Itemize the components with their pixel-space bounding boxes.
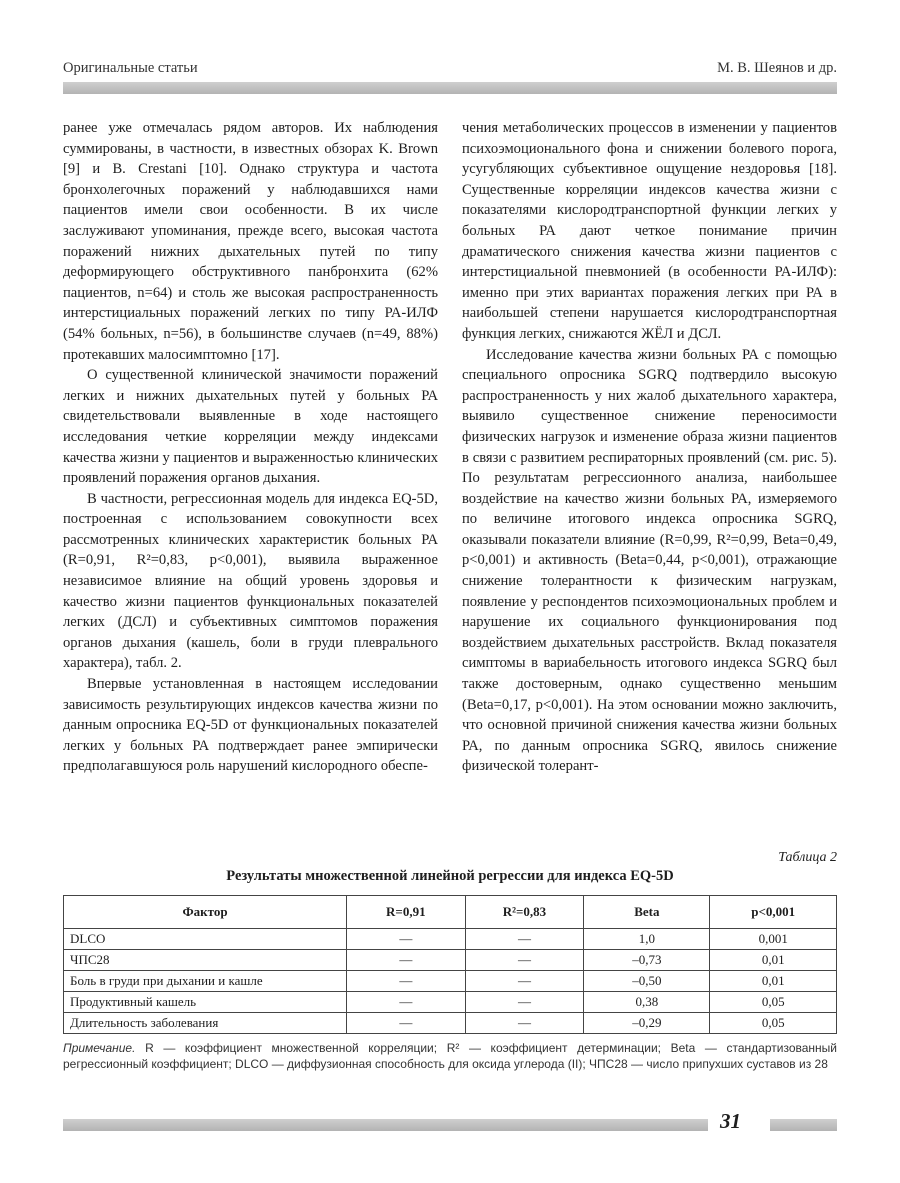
r-cell: — [347,950,466,971]
r-cell: — [347,929,466,950]
p-cell: 0,05 [710,1013,837,1034]
p-cell: 0,001 [710,929,837,950]
factor-cell: DLCO [64,929,347,950]
beta-cell: –0,29 [584,1013,710,1034]
col-header-r2: R²=0,83 [465,896,584,929]
p-cell: 0,05 [710,992,837,1013]
factor-cell: Длительность заболевания [64,1013,347,1034]
factor-cell: Продуктивный кашель [64,992,347,1013]
paragraph: В частности, регрессионная модель для индекса EQ-5D, построенная с использованием совокупности всех рассмотренных клинических характеристик больных РА (R=0,91, R²=0,83, p<0,001), выявила выраженное независимое влияние на общий уровень здоровья и качество жизни пациентов функциональных показателей легких (ДСЛ) и субъективных симптомов поражения органов дыхания (кашель, боли в груди плеврального характера), табл. 2. [63,490,438,672]
beta-cell: 0,38 [584,992,710,1013]
paragraph: Впервые установленная в настоящем исследовании зависимость результирующих индексов качества жизни по данным опросника EQ-5D от функциональных показателей легких у больных РА подтверждает ранее эмпирически предполагавшуюся роль нарушений кислородного обеспе- [63,676,438,775]
col-header-beta: Beta [584,896,710,929]
section-title: Оригинальные статьи [63,60,198,76]
footer-bar-right [770,1119,837,1131]
header-bar [63,82,837,94]
r2-cell: — [465,929,584,950]
r2-cell: — [465,992,584,1013]
r-cell: — [347,1013,466,1034]
right-column [462,118,837,777]
footer-bar [63,1119,708,1131]
beta-cell: –0,50 [584,971,710,992]
table-header-row [64,896,837,929]
paragraph: чения метаболических процессов в изменении у пациентов психоэмоционального фона и снижении болевого порога, усугубляющих субъективное ощущение нездоровья [18]. Существенные корреляции индексов качества жизни с показателями кислородтранспортной функции легких у больных РА дают четкое понимание причин драматического снижения качества жизни пациентов с интерстициальной пневмонией (в особенности РА-ИЛФ): именно при этих вариантах поражения легких при РА в наибольшей степени нарушается кислородтранспортная функция легких, снижаются ЖЁЛ и ДСЛ. [462,120,837,342]
r2-cell: — [465,971,584,992]
left-column [63,118,438,777]
table-row [64,971,837,992]
table-row [64,992,837,1013]
factor-cell: Боль в груди при дыхании и кашле [64,971,347,992]
table-row [64,950,837,971]
paragraph: Исследование качества жизни больных РА с помощью специального опросника SGRQ подтвердило высокую распространенность у них жалоб дыхательного характера, выявило существенное снижение переносимости физических нагрузок и изменение образа жизни пациентов в связи с развитием респираторных проявлений (см. рис. 5). По результатам регрессионного анализа, наибольшее воздействие на качество жизни больных РА, измеряемого по величине итогового индекса опросника SGRQ, оказывали показатели влияние (R=0,99, R²=0,99, Beta=0,49, p<0,001) и активность (Beta=0,44, p<0,001), отражающие снижение толерантности к физическим нагрузкам, появление у респондентов психоэмоциональных проблем и нарушение их социального функционирования под воздействием дыхательных расстройств. Вклад показателя симптомы в вариабельность итогового индекса SGRQ был также достоверным, однако существенно меньшим (Beta=0,17, p<0,001). На этом основании можно заключить, что основной причиной снижения качества жизни больных РА, по данным опросника SGRQ, явилось снижение физической толерант- [462,346,837,775]
paragraph: О существенной клинической значимости поражений легких и нижних дыхательных путей у больных РА свидетельствовали выявленные в ходе настоящего исследования четкие корреляции между индексами качества жизни у пациентов и выраженностью клинических проявлений поражения органов дыхания. [63,367,439,487]
r-cell: — [347,971,466,992]
page-number: 31 [720,1109,741,1133]
r-cell: — [347,992,466,1013]
authors: М. В. Шеянов и др. [717,60,837,76]
r2-cell: — [465,1013,584,1034]
running-header [63,60,837,82]
beta-cell: –0,73 [584,950,710,971]
col-header-p: p<0,001 [710,896,837,929]
note-label: Примечание. [63,1041,136,1055]
p-cell: 0,01 [710,971,837,992]
note-text: R — коэффициент множественной корреляции; R² — коэффициент детерминации; Beta — стандартизованный регрессионный коэффициент; DLCO — диффузионная способность для оксида углерода (II); ЧПС28 — число припухших суставов из 28 [63,1041,837,1071]
table-caption: Таблица 2 [778,850,837,865]
col-header-r: R=0,91 [347,896,466,929]
col-header-factor: Фактор [64,896,347,929]
p-cell: 0,01 [710,950,837,971]
table-note [63,1040,837,1072]
regression-table [63,895,837,1034]
table-row [64,1013,837,1034]
table-row [64,929,837,950]
paragraph: ранее уже отмечалась рядом авторов. Их наблюдения суммированы, в частности, в известных обзорах K. Brown [9] и B. Crestani [10]. Однако структура и частота бронхолегочных поражений у наблюдавшихся нами пациентов имели свои особенности. В их числе заслуживают упоминания, прежде всего, высокая частота поражений нижних дыхательных путей по типу деформирующего обструктивного панбронхита (62% пациентов, n=64) и столь же высокая распространенность интерстициальных поражений легких по типу РА-ИЛФ (54% больных, n=56), в большинстве случаев (n=49, 88%) протекавших малосимптомно [17]. [63,120,438,363]
beta-cell: 1,0 [584,929,710,950]
factor-cell: ЧПС28 [64,950,347,971]
r2-cell: — [465,950,584,971]
table-title: Результаты множественной линейной регрессии для индекса EQ-5D [226,868,674,884]
